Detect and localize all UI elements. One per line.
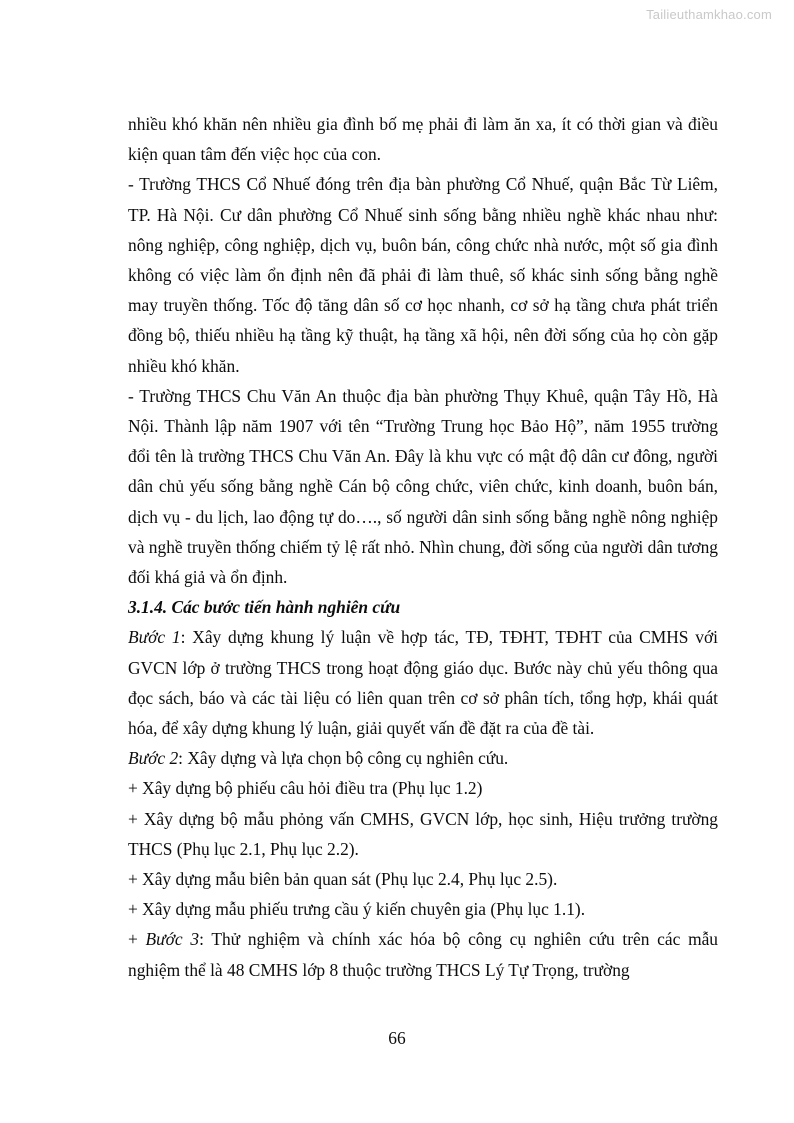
step-label-buoc-1: Bước 1 — [128, 627, 181, 648]
paragraph-continuation: nhiều khó khăn nên nhiều gia đình bố mẹ phải đi làm ăn xa, ít có thời gian và điều kiện quan tâm đến việc học của con. — [128, 114, 718, 165]
section-heading-3-1-4: 3.1.4. Các bước tiến hành nghiên cứu — [128, 597, 401, 618]
page-body-text — [128, 109, 718, 985]
paragraph-chu-van-an-school: - Trường THCS Chu Văn An thuộc địa bàn phường Thụy Khuê, quận Tây Hồ, Hà Nội. Thành lập năm 1907 với tên “Trường Trung học Bảo Hộ”, năm 1955 trường đổi tên là trường THCS Chu Văn An. Đây là khu vực có mật độ dân cư đông, người dân chủ yếu sống bằng nghề Cán bộ công chức, viên chức, kinh doanh, buôn bán, dịch vụ - du lịch, lao động tự do…., số người dân sinh sống bằng nghề nông nghiệp và nghề truyền thống chiếm tỷ lệ rất nhỏ. Nhìn chung, đời sống của người dân tương đối khá giả và ổn định. — [128, 385, 718, 588]
bullet-item-1: + Xây dựng bộ phiếu câu hỏi điều tra (Phụ lục 1.2) — [128, 778, 483, 799]
step-label-buoc-3: Bước 3 — [145, 929, 200, 950]
paragraph-buoc-3 — [128, 924, 718, 984]
step-prefix-buoc-3: + — [128, 929, 146, 950]
paragraph-buoc-1 — [128, 622, 718, 743]
step-text-buoc-3: : Thử nghiệm và chính xác hóa bộ công cụ nghiên cứu trên các mẫu nghiệm thể là 48 CMHS lớp 8 thuộc trường THCS Lý Tự Trọng, trường — [128, 929, 719, 980]
paragraph-buoc-2 — [128, 743, 718, 773]
step-text-buoc-1: : Xây dựng khung lý luận về hợp tác, TĐ, TĐHT, TĐHT của CMHS với GVCN lớp ở trường THCS trong hoạt động giáo dục. Bước này chủ yếu thông qua đọc sách, báo và các tài liệu có liên quan trên cơ sở phân tích, tổng hợp, khái quát hóa, để xây dựng khung lý luận, giải quyết vấn đề đặt ra của đề tài. — [128, 627, 719, 739]
paragraph-co-nhue-school: - Trường THCS Cổ Nhuế đóng trên địa bàn phường Cổ Nhuế, quận Bắc Từ Liêm, TP. Hà Nội. Cư dân phường Cổ Nhuế sinh sống bằng nhiều nghề khác nhau như: nông nghiệp, công nghiệp, dịch vụ, buôn bán, công chức nhà nước, một số gia đình không có việc làm ổn định nên đã phải đi làm thuê, số khác sinh sống bằng nghề may truyền thống. Tốc độ tăng dân số cơ học nhanh, cơ sở hạ tầng chưa phát triển đồng bộ, thiếu nhiều hạ tầng kỹ thuật, hạ tầng xã hội, nên đời sống của họ còn gặp nhiều khó khăn. — [128, 174, 718, 376]
bullet-item-4: + Xây dựng mẫu phiếu trưng cầu ý kiến chuyên gia (Phụ lục 1.1). — [128, 899, 586, 920]
page-number: 66 — [388, 1028, 406, 1048]
step-text-buoc-2: : Xây dựng và lựa chọn bộ công cụ nghiên cứu. — [178, 748, 509, 769]
bullet-item-3: + Xây dựng mẫu biên bản quan sát (Phụ lục 2.4, Phụ lục 2.5). — [128, 869, 558, 890]
site-watermark: Tailieuthamkhao.com — [646, 7, 772, 22]
step-label-buoc-2: Bước 2 — [128, 748, 179, 769]
bullet-item-2: + Xây dựng bộ mẫu phỏng vấn CMHS, GVCN lớp, học sinh, Hiệu trưởng trường THCS (Phụ lục 2.1, Phụ lục 2.2). — [128, 808, 718, 859]
